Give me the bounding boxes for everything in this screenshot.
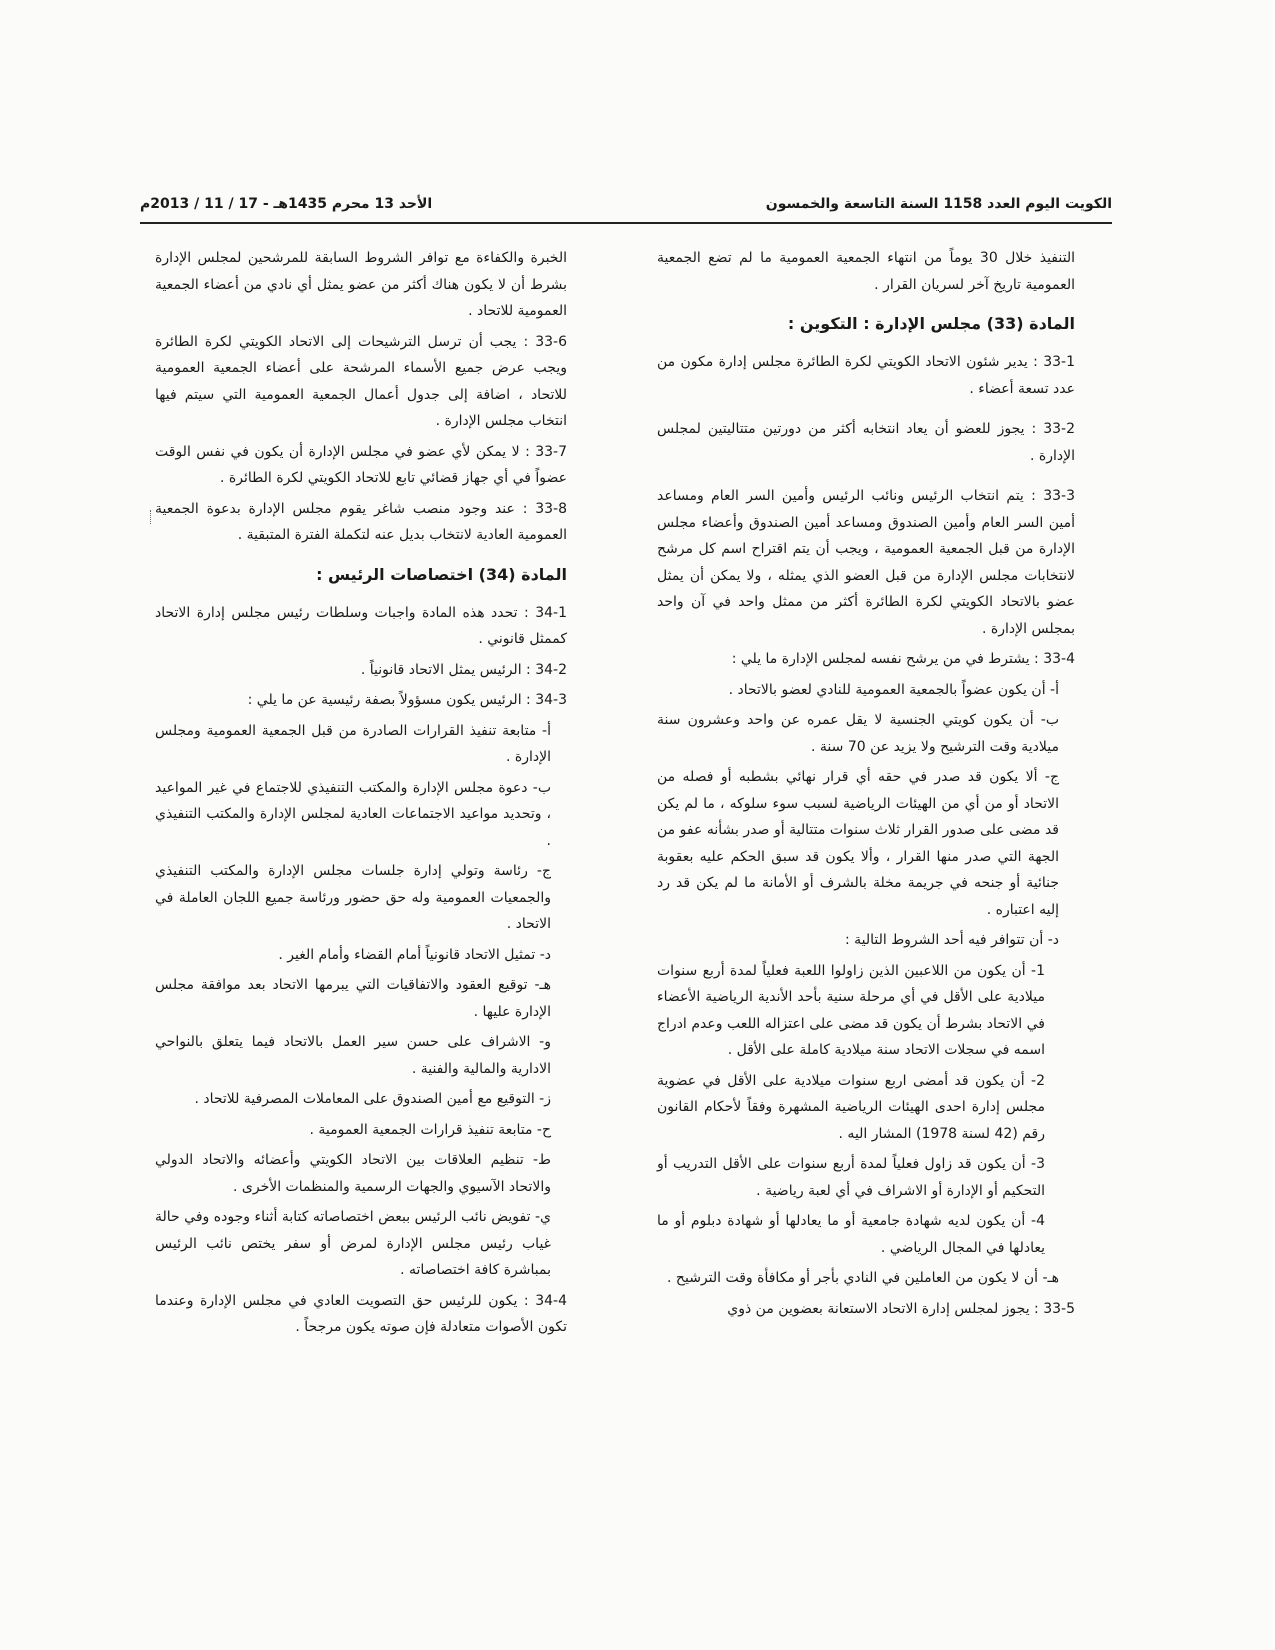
- left-column-paragraph: 33-8 : عند وجود منصب شاغر يقوم مجلس الإدارة بدعوة الجمعية العمومية العادية لانتخاب بديل عنه لتكملة الفترة المتبقية .: [155, 500, 567, 543]
- right-column-paragraph: هـ- أن لا يكون من العاملين في النادي بأجر أو مكافأة وقت الترشيح .: [667, 1270, 1059, 1286]
- right-column-paragraph: 3- أن يكون قد زاول فعلياً لمدة أربع سنوات على الأقل التدريب أو التحكيم أو الإدارة أو الاشراف في أي لعبة رياضية .: [657, 1156, 1045, 1199]
- publication-info: الكويت اليوم العدد 1158 السنة التاسعة والخمسون: [765, 196, 1112, 212]
- left-column-paragraph: 34-3 : الرئيس يكون مسؤولاً بصفة رئيسية عن ما يلي :: [247, 692, 567, 708]
- left-column-paragraph: ي- تفويض نائب الرئيس ببعض اختصاصاته كتابة أثناء وجوده وفي حالة غياب رئيس مجلس الإدارة لمرض أو سفر يختص نائب الرئيس بمباشرة كافة اختصاصاته .: [155, 1209, 551, 1278]
- left-column-paragraph: ز- التوقيع مع أمين الصندوق على المعاملات المصرفية للاتحاد .: [194, 1091, 551, 1107]
- left-column-paragraph: ب- دعوة مجلس الإدارة والمكتب التنفيذي للاجتماع في غير المواعيد ، وتحديد مواعيد الاجتماعات العادية لمجلس الإدارة والمكتب التنفيذي .: [155, 779, 551, 849]
- left-column: [155, 245, 567, 1345]
- left-column-paragraph: 34-2 : الرئيس يمثل الاتحاد قانونياً .: [360, 661, 567, 678]
- left-column-paragraph: 33-6 : يجب أن ترسل الترشيحات إلى الاتحاد الكويتي لكرة الطائرة ويجب عرض جميع الأسماء المرشحة على أعضاء الجمعية العمومية للاتحاد ، اضافة إلى جدول أعمال الجمعية العمومية التي سيتم فيها انتخاب مجلس الإدارة .: [155, 333, 567, 429]
- left-column-paragraph: و- الاشراف على حسن سير العمل بالاتحاد فيما يتعلق بالنواحي الادارية والمالية والفنية .: [155, 1034, 551, 1077]
- left-column-article-heading: المادة (34) اختصاصات الرئيس :: [316, 564, 567, 584]
- left-column-paragraph: 34-4 : يكون للرئيس حق التصويت العادي في مجلس الإدارة وعندما تكون الأصوات متعادلة فإن صوته يكون مرجحاً .: [155, 1292, 567, 1335]
- right-column-paragraph: ج- ألا يكون قد صدر في حقه أي قرار نهائي بشطبه أو فصله من الاتحاد أو من أي من الهيئات الرياضية لسبب سوء سلوكه ، ما لم يكن قد مضى على صدور القرار ثلاث سنوات متتالية أو صدر بشأنه عفو من الجهة التي صدر منها القرار ، وألا يكون قد سبق الحكم عليه بعقوبة جنائية أو جنحه في جريمة مخلة بالشرف أو الأمانة ما لم يكن قد رد إليه اعتباره .: [657, 769, 1059, 918]
- left-column-paragraph: أ- متابعة تنفيذ القرارات الصادرة من قبل الجمعية العمومية ومجلس الإدارة .: [155, 722, 551, 765]
- left-column-paragraph: ط- تنظيم العلاقات بين الاتحاد الكويتي وأعضائه والاتحاد الدولي والاتحاد الآسيوي والجهات الرسمية والمنظمات الأخرى .: [155, 1152, 551, 1195]
- right-column-paragraph: أ- أن يكون عضواً بالجمعية العمومية للنادي لعضو بالاتحاد .: [728, 681, 1059, 698]
- right-column-paragraph: د- أن تتوافر فيه أحد الشروط التالية :: [844, 932, 1059, 948]
- right-column-paragraph: 33-4 : يشترط في من يرشح نفسه لمجلس الإدارة ما يلي :: [731, 651, 1075, 667]
- left-column-paragraph: 34-1 : تحدد هذه المادة واجبات وسلطات رئيس مجلس إدارة الاتحاد كممثل قانوني .: [155, 604, 567, 647]
- right-column-paragraph: 1- أن يكون من اللاعبين الذين زاولوا اللعبة فعلياً لمدة أربع سنوات ميلادية على الأقل في أي مرحلة سنية بأحد الأندية الرياضية الأعضاء في الاتحاد بشرط أن يكون قد مضى على اعتزاله اللعب وعدم ادراج اسمه في سجلات الاتحاد سنة ميلادية كاملة على الأقل .: [657, 962, 1045, 1058]
- right-column-paragraph: 4- أن يكون لديه شهادة جامعية أو ما يعادلها أو شهادة دبلوم أو ما يعادلها في المجال الرياضي .: [657, 1213, 1045, 1256]
- left-column-paragraph: د- تمثيل الاتحاد قانونياً أمام القضاء وأمام الغير .: [278, 946, 551, 963]
- issue-date: الأحد 13 محرم 1435هـ - 17 / 11 / 2013م: [140, 196, 433, 212]
- left-column-paragraph: 33-7 : لا يمكن لأي عضو في مجلس الإدارة أن يكون في نفس الوقت عضواً في أي جهاز قضائي تابع للاتحاد الكويتي لكرة الطائرة .: [155, 443, 567, 486]
- left-column-paragraph: الخبرة والكفاءة مع توافر الشروط السابقة للمرشحين لمجلس الإدارة بشرط أن لا يكون هناك أكثر من عضو يمثل أي نادي من أعضاء الجمعية العمومية للاتحاد .: [155, 250, 567, 319]
- scan-mark: [150, 510, 154, 524]
- right-column: [657, 245, 1075, 1326]
- left-column-paragraph: ح- متابعة تنفيذ قرارات الجمعية العمومية .: [309, 1121, 551, 1138]
- right-column-paragraph: 2- أن يكون قد أمضى اربع سنوات ميلادية على الأقل في عضوية مجلس إدارة احدى الهيئات الرياضية المشهرة وفقاً لأحكام القانون رقم (42 لسنة 1978) المشار اليه .: [657, 1072, 1045, 1142]
- right-column-paragraph: 33-1 : يدير شئون الاتحاد الكويتي لكرة الطائرة مجلس إدارة مكون من عدد تسعة أعضاء .: [657, 354, 1075, 397]
- right-column-paragraph: التنفيذ خلال 30 يوماً من انتهاء الجمعية العمومية ما لم تضع الجمعية العمومية تاريخ آخر لسريان القرار .: [657, 250, 1075, 293]
- right-column-paragraph: 33-3 : يتم انتخاب الرئيس ونائب الرئيس وأمين السر العام ومساعد أمين السر العام وأمين الصندوق ومساعد أمين الصندوق وأعضاء مجلس الإدارة من قبل الجمعية العمومية ، ويجب أن يتم اقتراح اسم كل مرشح لانتخابات مجلس الإدارة من قبل العضو الذي يمثله ، ولا يمكن أن يمثل عضو بالاتحاد الكويتي لكرة الطائرة أكثر من ممثل واحد في آن واحد بمجلس الإدارة .: [657, 488, 1075, 637]
- right-column-paragraph: 33-2 : يجوز للعضو أن يعاد انتخابه أكثر من دورتين متتاليتين لمجلس الإدارة .: [657, 421, 1075, 464]
- right-column-paragraph: ب- أن يكون كويتي الجنسية لا يقل عمره عن واحد وعشرون سنة ميلادية وقت الترشيح ولا يزيد عن 70 سنة .: [657, 712, 1059, 755]
- left-column-paragraph: ج- رئاسة وتولي إدارة جلسات مجلس الإدارة والمكتب التنفيذي والجمعيات العمومية وله حق حضور ورئاسة جميع اللجان العاملة في الاتحاد .: [155, 863, 551, 932]
- page-header: [140, 196, 1112, 224]
- right-column-article-heading: المادة (33) مجلس الإدارة : التكوين :: [787, 314, 1075, 333]
- right-column-paragraph: 33-5 : يجوز لمجلس إدارة الاتحاد الاستعانة بعضوين من ذوي: [727, 1300, 1075, 1317]
- left-column-paragraph: هـ- توقيع العقود والاتفاقيات التي يبرمها الاتحاد بعد موافقة مجلس الإدارة عليها .: [155, 977, 551, 1020]
